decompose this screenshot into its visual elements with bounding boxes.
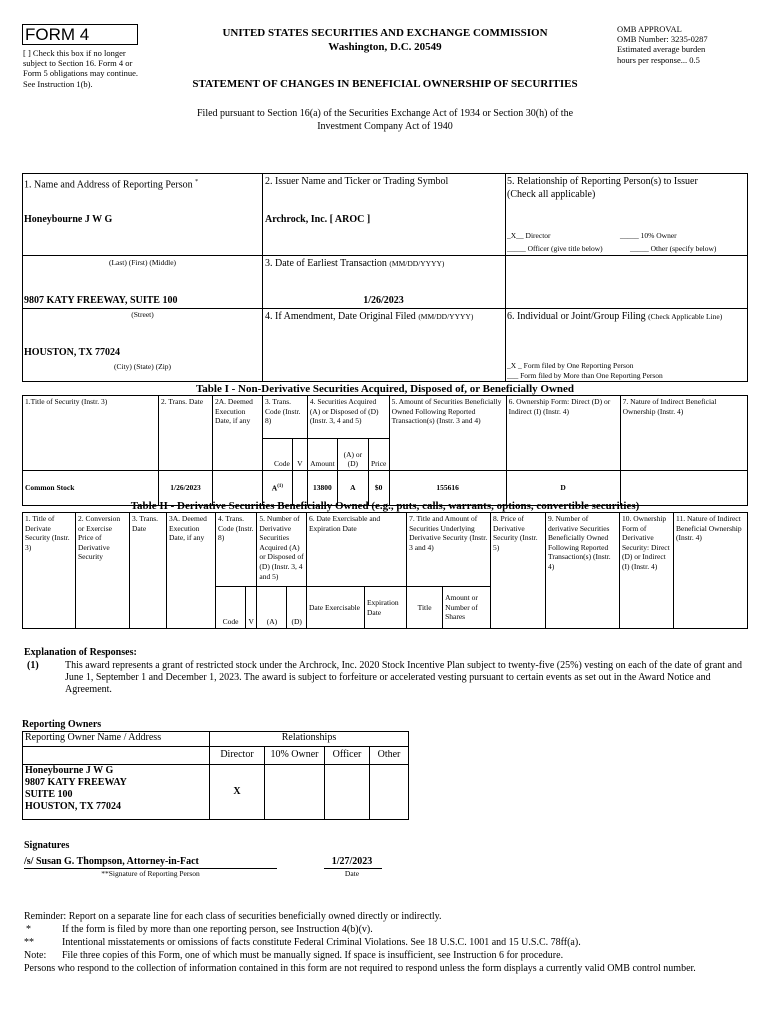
table2-sub-d: (D) bbox=[287, 587, 307, 629]
table1-sub-price: Price bbox=[368, 439, 389, 471]
table2-col8-header: 8. Price of Derivative Security (Instr. 5) bbox=[491, 513, 546, 629]
footnote-star-text: If the form is filed by more than one reporting person, see Instruction 4(b)(v). bbox=[62, 924, 373, 935]
amendment-format: (MM/DD/YYYY) bbox=[418, 312, 474, 321]
agency-location: Washington, D.C. 20549 bbox=[328, 41, 442, 53]
owners-name-blank bbox=[23, 747, 210, 765]
joint-filing-label bbox=[507, 311, 745, 323]
table1-col3-header: 3. Trans. Code (Instr. 8) bbox=[263, 396, 308, 439]
table2-col3-header: 3. Trans. Date bbox=[130, 513, 167, 629]
table2-sub-expiration: Expiration Date bbox=[364, 587, 406, 629]
table2-col10-header: 10. Ownership Form of Derivative Security: Direct (D) or Indirect (I) (Instr. 4) bbox=[620, 513, 674, 629]
explanation-heading: Explanation of Responses: bbox=[24, 647, 137, 658]
table1-sub-v: V bbox=[292, 439, 307, 471]
table1-col4-header: 4. Securities Acquired (A) or Disposed of (D) (Instr. 3, 4 and 5) bbox=[307, 396, 389, 439]
filed-pursuant-line-2: Investment Company Act of 1940 bbox=[317, 121, 453, 132]
explanation-note-number: (1) bbox=[27, 660, 39, 671]
table2-sub-v: V bbox=[246, 587, 257, 629]
table1-row-code-note: (1) bbox=[277, 484, 284, 490]
reporting-person-label-text: 1. Name and Address of Reporting Person bbox=[24, 179, 193, 191]
reporting-person-label bbox=[24, 176, 198, 191]
note-label: Note: bbox=[24, 950, 47, 961]
reporting-person-asterisk: * bbox=[195, 179, 199, 185]
table1-sub-amount: Amount bbox=[307, 439, 337, 471]
reporting-owners-heading: Reporting Owners bbox=[22, 719, 102, 730]
omb-burden-line-1: Estimated average burden bbox=[617, 44, 706, 55]
owners-col-director: Director bbox=[210, 747, 265, 765]
city-caption: (City) (State) (Zip) bbox=[113, 362, 172, 371]
footnote-double-star-text: Intentional misstatements or omissions of facts constitute Federal Criminal Violations. See 18 U.S.C. 1001 and 15 U.S.C. 78ff(a). bbox=[62, 937, 581, 948]
owners-row bbox=[23, 765, 409, 820]
filed-by-more-persons: ___ Form filed by More than One Reporting Person bbox=[507, 371, 663, 380]
owners-col-name: Reporting Owner Name / Address bbox=[23, 732, 210, 747]
table1-row-date: 1/26/2023 bbox=[159, 471, 213, 506]
table2-col3a-header: 3A. Deemed Execution Date, if any bbox=[167, 513, 216, 629]
owners-address bbox=[23, 765, 210, 820]
table2 bbox=[22, 512, 748, 629]
table1-row-a-or-d: A bbox=[337, 471, 368, 506]
amendment-label bbox=[265, 311, 473, 323]
form-title: FORM 4 bbox=[25, 25, 90, 44]
table2-col2-header: 2. Conversion or Exercise Price of Derivative Security bbox=[76, 513, 130, 629]
table1-row-code: A bbox=[271, 483, 278, 493]
owners-director-mark: X bbox=[210, 765, 265, 820]
owners-other-cell bbox=[370, 765, 409, 820]
table1-row-owned: 155616 bbox=[389, 471, 506, 506]
table2-col5-header: 5. Number of Derivative Securities Acquired (A) or Disposed of (D) (Instr. 3, 4 and 5) bbox=[257, 513, 307, 587]
reporting-person-street: 9807 KATY FREEWAY, SUITE 100 bbox=[24, 295, 178, 306]
table1-col6-header: 6. Ownership Form: Direct (D) or Indirect (I) (Instr. 4) bbox=[506, 396, 620, 471]
signature-date: 1/27/2023 bbox=[331, 856, 373, 867]
table1-row-price: $0 bbox=[368, 471, 389, 506]
owners-address-line-1: Honeybourne J W G bbox=[25, 765, 114, 776]
earliest-transaction-label-text: 3. Date of Earliest Transaction bbox=[265, 258, 387, 269]
owners-address-line-4: HOUSTON, TX 77024 bbox=[25, 801, 122, 812]
reporting-info-section bbox=[22, 173, 748, 382]
table2-col6-header: 6. Date Exercisable and Expiration Date bbox=[306, 513, 406, 587]
amendment-label-text: 4. If Amendment, Date Original Filed bbox=[265, 311, 416, 322]
table2-sub-amount: Amount or Number of Shares bbox=[443, 587, 491, 629]
omb-approval-heading: OMB APPROVAL bbox=[617, 24, 682, 34]
owners-ten-pct-cell bbox=[265, 765, 325, 820]
earliest-transaction-label bbox=[265, 258, 444, 270]
joint-filing-label-small: (Check Applicable Line) bbox=[648, 312, 723, 321]
note-text: File three copies of this Form, one of which must be manually signed. If space is insufficient, see Instruction 6 for procedure. bbox=[62, 950, 564, 961]
table1-col7-header: 7. Nature of Indirect Beneficial Ownership (Instr. 4) bbox=[620, 396, 747, 471]
joint-filing-label-text: 6. Individual or Joint/Group Filing bbox=[507, 311, 646, 322]
table1-row-amount: 13800 bbox=[307, 471, 337, 506]
no-longer-subject-note: [ ] Check this box if no longer subject to Section 16. Form 4 or Form 5 obligations may continue. See Instruction 1(b). bbox=[23, 48, 138, 89]
owners-address-line-2: 9807 KATY FREEWAY bbox=[25, 777, 127, 788]
owners-address-line-3: SUITE 100 bbox=[25, 789, 73, 800]
table2-col9-header: 9. Number of derivative Securities Beneficially Owned Following Reported Transaction(s) (Instr. 4) bbox=[546, 513, 620, 629]
relationship-ten-pct-owner: _____ 10% Owner bbox=[620, 231, 677, 240]
reminder-text: Reminder: Report on a separate line for each class of securities beneficially owned directly or indirectly. bbox=[24, 911, 442, 922]
table1-col2-header: 2. Trans. Date bbox=[159, 396, 213, 471]
statement-title: STATEMENT OF CHANGES IN BENEFICIAL OWNERSHIP OF SECURITIES bbox=[192, 78, 578, 90]
reporting-person-city: HOUSTON, TX 77024 bbox=[24, 347, 121, 358]
issuer-name-label: 2. Issuer Name and Ticker or Trading Symbol bbox=[265, 176, 449, 187]
table1-col5-header: 5. Amount of Securities Beneficially Owned Following Reported Transaction(s) (Instr. 3 and 4) bbox=[389, 396, 506, 471]
table2-title: Table II - Derivative Securities Beneficially Owned (e.g., puts, calls, warrants, options, convertible securities) bbox=[130, 500, 640, 512]
relationship-director: _X__ Director bbox=[507, 231, 551, 240]
table2-sub-title: Title bbox=[407, 587, 443, 629]
footnote-star-mark: * bbox=[26, 924, 31, 935]
relationship-label: 5. Relationship of Reporting Person(s) to Issuer bbox=[507, 176, 698, 187]
omb-burden-line-2: hours per response... 0.5 bbox=[617, 54, 700, 65]
table2-col1-header: 1. Title of Derivate Security (Instr. 3) bbox=[23, 513, 76, 629]
owners-col-other: Other bbox=[370, 747, 409, 765]
table2-sub-code: Code bbox=[216, 587, 246, 629]
relationship-officer: _____ Officer (give title below) bbox=[507, 244, 603, 253]
relationship-other: _____ Other (specify below) bbox=[630, 244, 717, 253]
earliest-transaction-date: 1/26/2023 bbox=[363, 295, 404, 306]
table1 bbox=[22, 395, 748, 506]
street-caption: (Street) bbox=[131, 310, 154, 319]
omb-approval-block bbox=[617, 24, 757, 65]
table2-sub-a: (A) bbox=[257, 587, 287, 629]
reporting-person-name: Honeybourne J W G bbox=[24, 214, 113, 225]
table1-col1-header: 1.Title of Security (Instr. 3) bbox=[23, 396, 159, 471]
agency-name: UNITED STATES SECURITIES AND EXCHANGE COMMISSION bbox=[222, 27, 548, 39]
table1-sub-code: Code bbox=[263, 439, 293, 471]
owners-col-officer: Officer bbox=[325, 747, 370, 765]
owners-col-ten-pct: 10% Owner bbox=[265, 747, 325, 765]
omb-number: OMB Number: 3235-0287 bbox=[617, 34, 708, 45]
table1-col2a-header: 2A. Deemed Execution Date, if any bbox=[213, 396, 263, 471]
signer-caption: **Signature of Reporting Person bbox=[101, 869, 200, 878]
table1-title: Table I - Non-Derivative Securities Acquired, Disposed of, or Beneficially Owned bbox=[195, 383, 575, 395]
table2-col11-header: 11. Nature of Indirect Beneficial Ownership (Instr. 4) bbox=[674, 513, 748, 629]
table2-sub-exercisable: Date Exercisable bbox=[306, 587, 364, 629]
reporting-owners-table bbox=[22, 731, 409, 820]
signature-date-caption: Date bbox=[344, 869, 360, 878]
table1-row-form: D bbox=[506, 471, 620, 506]
explanation-note-text: This award represents a grant of restricted stock under the Archrock, Inc. 2020 Stock Incentive Plan subject to twenty-five (25%) vesting on each of the date of grant and June 1, September 1 and December 1, 2023. The award is subject to forfeiture or accelerated vesting pursuant to certain events as set out in the Award Notice and Agreement. bbox=[65, 660, 742, 695]
owners-col-relationships: Relationships bbox=[210, 732, 409, 747]
table2-col7-header: 7. Title and Amount of Securities Underlying Derivative Security (Instr. 3 and 4) bbox=[407, 513, 491, 587]
omb-control-text: Persons who respond to the collection of information contained in this form are not required to respond unless the form displays a currently valid OMB control number. bbox=[24, 963, 696, 974]
table2-col4-header: 4. Trans. Code (Instr. 8) bbox=[216, 513, 257, 587]
signer-name: /s/ Susan G. Thompson, Attorney-in-Fact bbox=[24, 856, 199, 867]
issuer-name-value: Archrock, Inc. [ AROC ] bbox=[265, 214, 371, 225]
table1-row-title: Common Stock bbox=[23, 471, 159, 506]
footnote-double-star-mark: ** bbox=[24, 937, 34, 948]
table1-sub-a-or-d: (A) or (D) bbox=[337, 439, 368, 471]
form-title-box bbox=[22, 24, 138, 45]
signatures-heading: Signatures bbox=[24, 840, 70, 851]
filed-by-one-person: _X _ Form filed by One Reporting Person bbox=[507, 361, 634, 370]
relationship-sublabel: (Check all applicable) bbox=[507, 189, 596, 200]
name-caption: (Last) (First) (Middle) bbox=[108, 258, 177, 267]
owners-officer-cell bbox=[325, 765, 370, 820]
filed-pursuant-line-1: Filed pursuant to Section 16(a) of the Securities Exchange Act of 1934 or Section 30(h) of the bbox=[196, 108, 574, 119]
earliest-transaction-format: (MM/DD/YYYY) bbox=[389, 259, 445, 268]
